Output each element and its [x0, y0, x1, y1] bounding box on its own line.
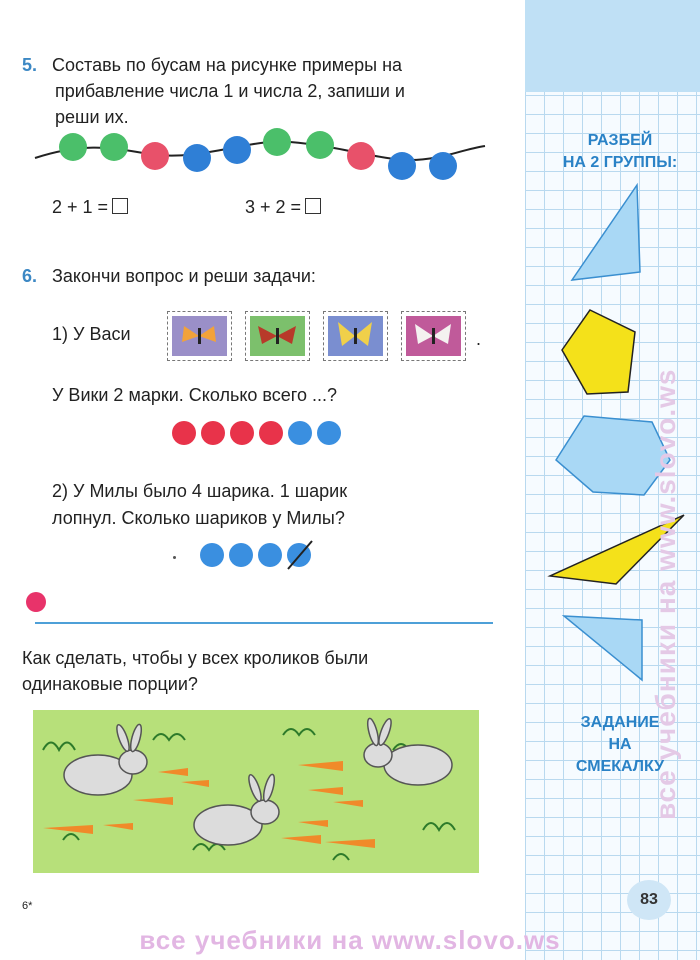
small-dot: [173, 556, 176, 559]
bead: [183, 144, 211, 172]
task5-example1: [52, 194, 128, 221]
task6-heading: [22, 263, 316, 290]
red-dot: [172, 421, 196, 445]
page-number: 83: [627, 880, 671, 920]
red-dot: [230, 421, 254, 445]
sidebar-top-label-1: РАЗБЕЙ: [587, 132, 653, 149]
sidebar-bottom-label-3: СМЕКАЛКУ: [575, 758, 665, 775]
blue-dot: [258, 543, 282, 567]
task5-line1: Составь по бусам на рисунке примеры на: [52, 55, 403, 75]
red-dot: [201, 421, 225, 445]
stamp-butterfly: [323, 311, 388, 361]
blue-dot: [317, 421, 341, 445]
stamp-butterfly: [245, 311, 310, 361]
rabbits-line1: Как сделать, чтобы у всех кроликов были: [22, 648, 369, 668]
task5-number: 5.: [22, 55, 38, 75]
strike-mark: [284, 537, 316, 573]
task6-p1-label: 1) У Васи: [52, 324, 131, 344]
answer-box[interactable]: [305, 198, 321, 214]
footer-left-mark: 6*: [22, 900, 33, 912]
task6-p1-line2: У Вики 2 марки. Сколько всего ...?: [52, 385, 337, 405]
task6-p2-line2: лопнул. Сколько шариков у Милы?: [52, 508, 345, 528]
right-triangle-shape: [564, 616, 642, 680]
footer-watermark: все учебники на www.slovo.ws: [139, 925, 561, 955]
triangle-shape: [572, 185, 640, 280]
side-watermark: все учебники на www.slovo.ws: [650, 368, 681, 820]
red-dot: [259, 421, 283, 445]
section-marker-dot: [26, 592, 46, 612]
sidebar-top-label-2: НА 2 ГРУППЫ:: [562, 154, 678, 171]
bead: [306, 131, 334, 159]
task5-example2: [245, 194, 321, 221]
stamp-butterfly: [401, 311, 466, 361]
p1-period: .: [476, 329, 482, 349]
example1-text: 2 + 1 =: [52, 197, 109, 217]
task5-heading: [22, 52, 402, 79]
task6-number: 6.: [22, 266, 38, 286]
pentagon-shape: [562, 310, 635, 394]
butterfly-icon: [172, 316, 227, 356]
bead: [100, 133, 128, 161]
bead: [429, 152, 457, 180]
bead: [223, 136, 251, 164]
task5-line2: прибавление числа 1 и числа 2, запиши и: [55, 81, 405, 101]
example2-text: 3 + 2 =: [245, 197, 302, 217]
task6-p2-line1: 2) У Милы было 4 шарика. 1 шарик: [52, 481, 348, 501]
butterfly-icon: [406, 316, 461, 356]
rabbits-line2: одинаковые порции?: [22, 674, 198, 694]
blue-dot: [229, 543, 253, 567]
sidebar-bottom-label-1: ЗАДАНИЕ: [580, 714, 660, 731]
bead-string: [30, 120, 490, 190]
task5-line3: реши их.: [55, 107, 129, 127]
butterfly-icon: [328, 316, 383, 356]
bead: [59, 133, 87, 161]
bead: [347, 142, 375, 170]
bead: [263, 128, 291, 156]
task6-title: Закончи вопрос и реши задачи:: [52, 266, 316, 286]
blue-dot: [288, 421, 312, 445]
sidebar-bottom-label-2: НА: [608, 736, 632, 753]
blue-dot: [200, 543, 224, 567]
butterfly-icon: [250, 316, 305, 356]
stamp-butterfly: [167, 311, 232, 361]
sidebar-top-label: [545, 130, 695, 174]
bead: [141, 142, 169, 170]
section-divider: [35, 622, 493, 624]
rabbits-illustration: [33, 710, 479, 873]
answer-box[interactable]: [112, 198, 128, 214]
bead: [388, 152, 416, 180]
sidebar-top-band: [525, 0, 700, 92]
